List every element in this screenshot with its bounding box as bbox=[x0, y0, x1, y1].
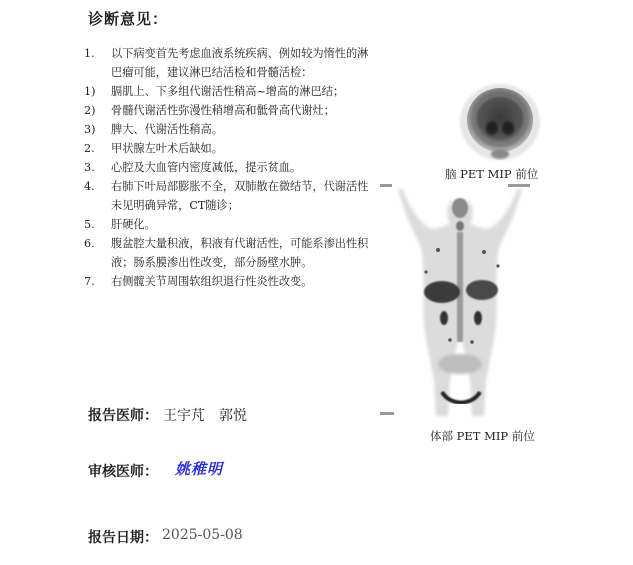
finding-number: 3. bbox=[84, 161, 95, 174]
finding-text: 肝硬化。 bbox=[111, 218, 156, 231]
findings-list bbox=[84, 44, 374, 291]
finding-item bbox=[84, 272, 374, 291]
finding-text: 膈肌上、下多组代谢活性稍高~增高的淋巴结； bbox=[111, 85, 345, 98]
finding-text: 心腔及大血管内密度减低，提示贫血。 bbox=[111, 161, 302, 174]
finding-text: 以下病变首先考虑血液系统疾病、例如较为惰性的淋巴瘤可能，建议淋巴结活检和骨髓活检： bbox=[111, 47, 369, 79]
finding-item bbox=[84, 177, 374, 215]
finding-number: 1) bbox=[84, 85, 96, 98]
finding-item bbox=[84, 139, 374, 158]
body-image-caption: 体部 PET MIP 前位 bbox=[430, 429, 535, 443]
reviewer-label: 审核医师： bbox=[88, 464, 158, 480]
finding-number: 7. bbox=[84, 275, 95, 288]
reviewer-signature: 姚稚明 bbox=[175, 460, 224, 478]
finding-item bbox=[84, 234, 374, 272]
finding-text: 甲状腺左叶术后缺如。 bbox=[111, 142, 223, 155]
finding-number: 1. bbox=[84, 47, 95, 60]
report-date: 2025-05-08 bbox=[162, 527, 243, 543]
finding-number: 2. bbox=[84, 142, 95, 155]
diagnosis-title: 诊断意见： bbox=[88, 10, 169, 28]
finding-number: 4. bbox=[84, 180, 95, 193]
finding-text: 右肺下叶局部膨胀不全，双肺散在微结节，代谢活性未见明确异常，CT随诊； bbox=[111, 180, 369, 212]
finding-item bbox=[84, 44, 374, 82]
finding-item bbox=[84, 215, 374, 234]
finding-item bbox=[84, 82, 374, 101]
finding-item bbox=[84, 101, 374, 120]
finding-text: 右侧髋关节周围软组织退行性炎性改变。 bbox=[111, 275, 313, 288]
finding-text: 骨髓代谢活性弥漫性稍增高和骶骨高代谢灶； bbox=[111, 104, 335, 117]
reporter-name: 王宇芃 郭悦 bbox=[163, 408, 247, 424]
finding-number: 3) bbox=[84, 123, 96, 136]
brain-image-caption: 脑 PET MIP 前位 bbox=[445, 167, 539, 181]
finding-item bbox=[84, 158, 374, 177]
finding-item bbox=[84, 120, 374, 139]
finding-number: 2) bbox=[84, 104, 96, 117]
finding-text: 脾大、代谢活性稍高。 bbox=[111, 123, 223, 136]
finding-number: 5. bbox=[84, 218, 95, 231]
brain-pet-mip-image bbox=[440, 50, 560, 165]
body-pet-mip-image bbox=[378, 180, 546, 426]
finding-number: 6. bbox=[84, 237, 95, 250]
finding-text: 腹盆腔大量积液，积液有代谢活性，可能系渗出性积液；肠系膜渗出性改变，部分肠壁水肿。 bbox=[111, 237, 369, 269]
report-date-label: 报告日期： bbox=[88, 530, 158, 546]
reporter-label: 报告医师： bbox=[88, 408, 158, 424]
